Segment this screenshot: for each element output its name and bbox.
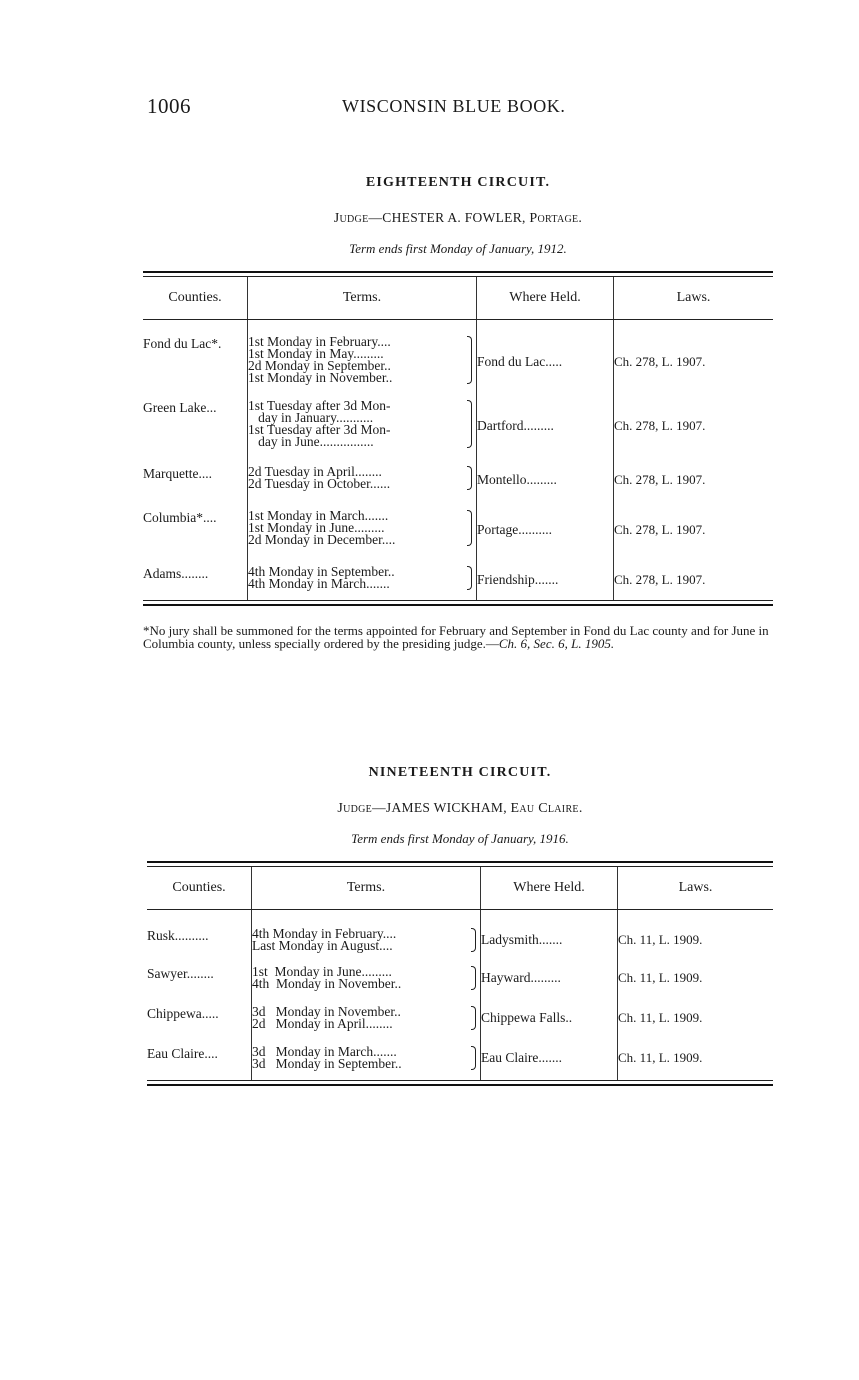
table-row bbox=[147, 954, 773, 994]
table-header-row bbox=[143, 277, 773, 320]
terms-group bbox=[252, 1003, 480, 1031]
circuit-title: EIGHTEENTH CIRCUIT. bbox=[365, 175, 551, 190]
table-row bbox=[143, 454, 773, 498]
table-bottom-rule-thin bbox=[147, 1080, 773, 1081]
brace-mark bbox=[467, 336, 472, 384]
col-header-counties: Counties. bbox=[147, 867, 252, 910]
judge-prefix: Judge bbox=[333, 211, 369, 226]
terms-group bbox=[248, 507, 476, 547]
judge-line bbox=[147, 800, 773, 817]
table-bottom-rule bbox=[147, 1084, 773, 1086]
col-header-terms: Terms. bbox=[248, 277, 477, 320]
terms-table bbox=[143, 277, 773, 600]
county-name: Sawyer........ bbox=[147, 965, 214, 981]
term-line: 2d Monday in April........ bbox=[252, 1015, 393, 1031]
county-name: Chippewa..... bbox=[147, 1005, 219, 1021]
judge-name: JAMES WICKHAM, bbox=[385, 800, 511, 815]
county-name: Marquette.... bbox=[143, 465, 212, 481]
judge-dash: — bbox=[372, 800, 386, 815]
term-line: 4th Monday in November.. bbox=[252, 975, 402, 991]
nineteenth-circuit-section bbox=[147, 765, 773, 1086]
terms-group bbox=[252, 963, 480, 991]
where-held: Friendship....... bbox=[477, 554, 614, 600]
law-citation: Ch. 278, L. 1907. bbox=[614, 417, 706, 433]
where-held: Montello......... bbox=[477, 454, 614, 498]
table-row bbox=[147, 1034, 773, 1080]
term-line: 3d Monday in September.. bbox=[252, 1055, 402, 1071]
table-row bbox=[143, 320, 773, 388]
judge-dash: — bbox=[368, 210, 383, 225]
brace-mark bbox=[467, 466, 472, 490]
county-name: Columbia*.... bbox=[143, 509, 217, 525]
term-line: 1st Monday in June......... bbox=[252, 963, 392, 979]
table-row bbox=[143, 554, 773, 600]
table-row bbox=[143, 498, 773, 554]
circuit-title: NINETEENTH CIRCUIT. bbox=[368, 765, 552, 780]
term-line: 1st Monday in November.. bbox=[248, 370, 393, 385]
brace-mark bbox=[467, 510, 472, 546]
county-name: Eau Claire.... bbox=[147, 1045, 218, 1061]
terms-cell bbox=[248, 498, 477, 554]
footnote-citation: Ch. 6, Sec. 6, L. 1905. bbox=[498, 635, 615, 651]
term-line: 4th Monday in September.. bbox=[248, 563, 395, 579]
terms-group bbox=[248, 397, 476, 449]
table-bottom-rule bbox=[143, 604, 773, 606]
table-top-rule bbox=[143, 271, 773, 273]
term-ends: Term ends first Monday of January, 1912. bbox=[349, 241, 567, 256]
where-held: Hayward......... bbox=[481, 954, 618, 994]
term-line: day in June................ bbox=[248, 433, 374, 449]
terms-cell bbox=[248, 388, 477, 454]
judge-line bbox=[143, 210, 773, 227]
law-citation: Ch. 11, L. 1909. bbox=[618, 1009, 703, 1025]
term-line: 2d Monday in September.. bbox=[248, 358, 391, 373]
col-header-terms: Terms. bbox=[252, 867, 481, 910]
term-line: 3d Monday in March....... bbox=[252, 1043, 397, 1059]
table-header-row bbox=[147, 867, 773, 910]
terms-group bbox=[248, 463, 476, 491]
footnote bbox=[143, 624, 775, 650]
law-citation: Ch. 278, L. 1907. bbox=[614, 521, 706, 537]
term-line: 2d Tuesday in April........ bbox=[248, 463, 382, 479]
where-held: Fond du Lac..... bbox=[477, 320, 614, 388]
terms-group bbox=[248, 563, 476, 591]
term-line: 2d Tuesday in October...... bbox=[248, 475, 391, 491]
table-top-rule bbox=[147, 861, 773, 863]
term-line: 1st Monday in May......... bbox=[248, 346, 384, 361]
where-held: Portage.......... bbox=[477, 498, 614, 554]
page-header bbox=[147, 94, 777, 124]
table-row bbox=[143, 388, 773, 454]
brace-mark bbox=[467, 566, 472, 590]
page-number: 1006 bbox=[147, 94, 191, 118]
brace-mark bbox=[471, 1006, 476, 1030]
table-row bbox=[147, 910, 773, 954]
terms-group bbox=[248, 336, 476, 384]
term-line: 1st Monday in March....... bbox=[248, 507, 389, 523]
term-line: 4th Monday in February.... bbox=[252, 926, 397, 941]
running-title: WISCONSIN BLUE BOOK. bbox=[342, 96, 566, 116]
terms-cell bbox=[252, 994, 481, 1034]
terms-cell bbox=[248, 320, 477, 388]
terms-table bbox=[147, 867, 773, 1080]
brace-mark bbox=[467, 400, 472, 448]
term-line: day in January........... bbox=[248, 409, 374, 425]
table-bottom-rule-thin bbox=[143, 600, 773, 601]
county-name: Fond du Lac*. bbox=[143, 336, 222, 351]
brace-mark bbox=[471, 1046, 476, 1070]
where-held: Ladysmith....... bbox=[481, 910, 618, 954]
col-header-laws: Laws. bbox=[614, 277, 774, 320]
footnote-text: *No jury shall be summoned for the terms appointed for February and September in Fond du Lac county and for June in Columbia county, unless specially ordered by the presiding judge.— bbox=[143, 622, 769, 651]
term-line: 4th Monday in March....... bbox=[248, 575, 390, 591]
term-line: 2d Monday in December.... bbox=[248, 531, 396, 547]
eighteenth-circuit-section bbox=[143, 175, 773, 650]
term-line: 3d Monday in November.. bbox=[252, 1003, 401, 1019]
terms-cell bbox=[252, 954, 481, 994]
col-header-laws: Laws. bbox=[618, 867, 774, 910]
term-line: Last Monday in August.... bbox=[252, 938, 393, 953]
terms-cell bbox=[252, 910, 481, 954]
where-held: Eau Claire....... bbox=[481, 1034, 618, 1080]
judge-place: Portage. bbox=[529, 211, 583, 226]
term-line: 1st Tuesday after 3d Mon- bbox=[248, 397, 391, 413]
term-line: 1st Monday in June......... bbox=[248, 519, 385, 535]
terms-cell bbox=[248, 554, 477, 600]
table-row bbox=[147, 994, 773, 1034]
terms-group bbox=[252, 928, 480, 952]
judge-place: Eau Claire. bbox=[510, 801, 583, 816]
where-held: Chippewa Falls.. bbox=[481, 994, 618, 1034]
terms-cell bbox=[248, 454, 477, 498]
law-citation: Ch. 11, L. 1909. bbox=[618, 932, 703, 947]
col-header-counties: Counties. bbox=[143, 277, 248, 320]
term-line: 1st Tuesday after 3d Mon- bbox=[248, 421, 391, 437]
brace-mark bbox=[471, 966, 476, 990]
col-header-where: Where Held. bbox=[481, 867, 618, 910]
brace-mark bbox=[471, 928, 476, 952]
terms-cell bbox=[252, 1034, 481, 1080]
county-name: Green Lake... bbox=[143, 399, 217, 415]
where-held: Dartford......... bbox=[477, 388, 614, 454]
law-citation: Ch. 11, L. 1909. bbox=[618, 969, 703, 985]
judge-name: CHESTER A. FOWLER, bbox=[382, 210, 530, 225]
term-ends: Term ends first Monday of January, 1916. bbox=[351, 831, 569, 846]
law-citation: Ch. 278, L. 1907. bbox=[614, 571, 706, 587]
term-line: 1st Monday in February.... bbox=[248, 334, 391, 349]
county-name: Rusk.......... bbox=[147, 928, 209, 943]
judge-prefix: Judge bbox=[337, 801, 373, 816]
law-citation: Ch. 11, L. 1909. bbox=[618, 1049, 703, 1065]
law-citation: Ch. 278, L. 1907. bbox=[614, 471, 706, 487]
terms-group bbox=[252, 1043, 480, 1071]
county-name: Adams........ bbox=[143, 565, 209, 581]
law-citation: Ch. 278, L. 1907. bbox=[614, 354, 706, 369]
col-header-where: Where Held. bbox=[477, 277, 614, 320]
